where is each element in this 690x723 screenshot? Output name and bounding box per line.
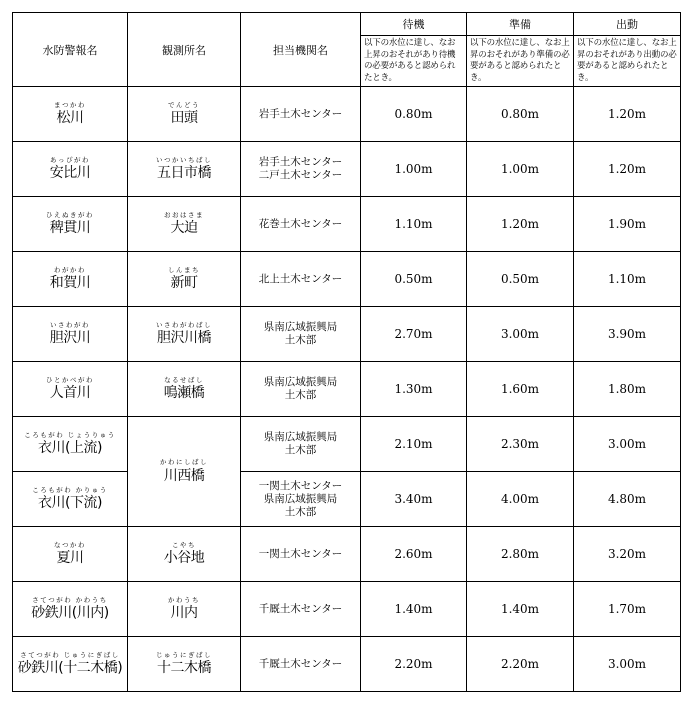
table-row	[13, 197, 681, 252]
prepare-level: 4.00m	[467, 472, 574, 527]
office-name	[241, 472, 361, 527]
station-name-text: 新町	[170, 275, 198, 292]
prepare-level: 1.20m	[467, 197, 574, 252]
office-line: 土木部	[284, 444, 317, 456]
standby-level: 1.00m	[361, 142, 467, 197]
prepare-level: 3.00m	[467, 307, 574, 362]
prepare-level: 0.50m	[467, 252, 574, 307]
station-name	[128, 637, 241, 692]
river-name-reading: ひえぬきがわ	[46, 210, 94, 219]
station-name-reading: いさわがわばし	[156, 320, 212, 329]
river-name-ruby	[18, 652, 122, 676]
dispatch-level: 1.80m	[574, 362, 681, 417]
office-line: 花巻土木センター	[258, 217, 343, 230]
table-row	[13, 527, 681, 582]
office-name	[241, 252, 361, 307]
station-name-reading: かわうち	[168, 595, 200, 604]
station-name-reading: しんまち	[168, 265, 200, 274]
river-name-reading: ころもがわ かりゅう	[32, 485, 108, 494]
office-line: 北上土木センター	[258, 272, 343, 285]
river-name-ruby	[50, 157, 91, 181]
river-name-text: 衣川(上流)	[38, 440, 102, 457]
standby-level: 3.40m	[361, 472, 467, 527]
standby-level: 1.10m	[361, 197, 467, 252]
office-name	[241, 582, 361, 637]
prepare-level: 1.60m	[467, 362, 574, 417]
office-name	[241, 527, 361, 582]
river-name	[13, 252, 128, 307]
river-name-ruby	[50, 267, 91, 291]
dispatch-level: 4.80m	[574, 472, 681, 527]
river-name	[13, 307, 128, 362]
station-name-ruby	[156, 322, 212, 346]
station-name-text: 川内	[170, 605, 198, 622]
office-line: 県南広域振興局	[263, 431, 338, 443]
station-name-text: 十二木橋	[157, 660, 211, 677]
river-name-text: 安比川	[49, 165, 91, 182]
station-name-reading: なるせばし	[164, 375, 204, 384]
prepare-level: 1.00m	[467, 142, 574, 197]
table-row	[13, 142, 681, 197]
header-standby: 待機	[361, 13, 467, 36]
river-name-reading: さてつがわ じゅうにぎばし	[20, 650, 120, 659]
prepare-level: 2.80m	[467, 527, 574, 582]
table-row	[13, 252, 681, 307]
river-name-text: 人首川	[49, 385, 91, 402]
standby-level: 2.10m	[361, 417, 467, 472]
standby-level: 2.70m	[361, 307, 467, 362]
river-name-reading: いさわがわ	[50, 320, 90, 329]
river-name-reading: まつかわ	[54, 100, 86, 109]
station-name-text: 小谷地	[163, 550, 205, 567]
river-name-reading: ひとかべがわ	[46, 375, 94, 384]
office-line: 岩手土木センター	[258, 107, 343, 120]
office-line: 一関土木センター	[258, 547, 343, 560]
prepare-level: 2.20m	[467, 637, 574, 692]
table-row	[13, 582, 681, 637]
dispatch-level: 1.20m	[574, 87, 681, 142]
station-name-reading: かわにしばし	[160, 458, 208, 467]
office-name	[241, 637, 361, 692]
station-name-ruby	[168, 597, 200, 621]
river-name-text: 砂鉄川(十二木橋)	[17, 660, 123, 677]
river-name-ruby	[32, 487, 108, 511]
river-name-ruby	[54, 102, 86, 126]
standby-level: 0.80m	[361, 87, 467, 142]
table-body	[13, 87, 681, 692]
station-name-ruby	[164, 212, 204, 236]
dispatch-level: 3.90m	[574, 307, 681, 362]
header-office: 担当機関名	[241, 13, 361, 87]
flood-warning-level-table	[12, 12, 681, 692]
station-name-ruby	[168, 267, 200, 291]
station-name-reading: いつかいちばし	[156, 155, 212, 164]
river-name	[13, 142, 128, 197]
office-line: 岩手土木センター	[258, 156, 343, 168]
station-name	[128, 307, 241, 362]
station-name	[128, 87, 241, 142]
station-name-ruby	[164, 542, 205, 566]
header-prepare-description: 以下の水位に達し、なお上昇のおそれがあり準備の必要があると認められたとき。	[467, 36, 574, 87]
header-dispatch: 出動	[574, 13, 681, 36]
station-name-text: 鳴瀬橋	[163, 385, 205, 402]
office-line: 一関土木センター	[258, 479, 343, 492]
header-station: 観測所名	[128, 13, 241, 87]
header-dispatch-description: 以下の水位に達し、なお上昇のおそれがあり出動の必要があると認められたとき。	[574, 36, 681, 87]
station-name	[128, 252, 241, 307]
river-name-ruby	[24, 432, 116, 456]
dispatch-level: 1.20m	[574, 142, 681, 197]
station-name-ruby	[168, 102, 200, 126]
river-name-ruby	[50, 322, 91, 346]
office-name	[241, 142, 361, 197]
office-name	[241, 307, 361, 362]
station-name-ruby	[164, 377, 205, 401]
dispatch-level: 3.00m	[574, 637, 681, 692]
standby-level: 0.50m	[361, 252, 467, 307]
river-name	[13, 637, 128, 692]
office-line: 千厩土木センター	[258, 602, 343, 615]
river-name-reading: さてつがわ かわうち	[32, 595, 108, 604]
office-name	[241, 87, 361, 142]
table-row	[13, 362, 681, 417]
river-name-reading: わがかわ	[54, 265, 86, 274]
office-line: 県南広域振興局	[263, 321, 338, 333]
station-name	[128, 362, 241, 417]
station-name	[128, 142, 241, 197]
river-name-text: 衣川(下流)	[38, 495, 102, 512]
standby-level: 2.60m	[361, 527, 467, 582]
river-name	[13, 87, 128, 142]
station-name	[128, 197, 241, 252]
river-name-text: 和賀川	[49, 275, 91, 292]
river-name-text: 稗貫川	[49, 220, 91, 237]
station-name	[128, 527, 241, 582]
river-name-reading: あっぴがわ	[50, 155, 90, 164]
prepare-level: 1.40m	[467, 582, 574, 637]
river-name-text: 砂鉄川(川内)	[31, 605, 109, 622]
river-name	[13, 527, 128, 582]
river-name-ruby	[54, 542, 86, 566]
office-name	[241, 197, 361, 252]
standby-level: 2.20m	[361, 637, 467, 692]
station-name-text: 川西橋	[163, 467, 205, 484]
dispatch-level: 3.00m	[574, 417, 681, 472]
dispatch-level: 3.20m	[574, 527, 681, 582]
station-name-text: 五日市橋	[157, 165, 211, 182]
station-name-text: 田頭	[170, 110, 198, 127]
table-row	[13, 637, 681, 692]
river-name-reading: なつかわ	[54, 540, 86, 549]
river-name-text: 松川	[56, 110, 84, 127]
office-line: 土木部	[284, 389, 317, 401]
office-line: 千厩土木センター	[258, 657, 343, 670]
river-name	[13, 417, 128, 472]
river-name-ruby	[31, 597, 108, 621]
river-name	[13, 472, 128, 527]
river-name	[13, 362, 128, 417]
station-name-reading: でんどう	[168, 100, 200, 109]
office-line: 土木部	[284, 505, 317, 518]
office-line: 土木部	[284, 334, 317, 346]
river-name	[13, 582, 128, 637]
prepare-level: 2.30m	[467, 417, 574, 472]
station-name-text: 大迫	[170, 220, 198, 237]
river-name	[13, 197, 128, 252]
station-name	[128, 582, 241, 637]
table-row	[13, 417, 681, 472]
station-name-reading: こやち	[172, 540, 196, 549]
header-prepare: 準備	[467, 13, 574, 36]
office-line: 県南広域振興局	[263, 492, 338, 505]
standby-level: 1.30m	[361, 362, 467, 417]
dispatch-level: 1.10m	[574, 252, 681, 307]
office-name	[241, 362, 361, 417]
station-name-reading: じゅうにぎばし	[156, 650, 212, 659]
river-name-text: 夏川	[56, 550, 84, 567]
table-row	[13, 307, 681, 362]
header-river: 水防警報名	[13, 13, 128, 87]
station-name-text: 胆沢川橋	[157, 330, 211, 347]
river-name-text: 胆沢川	[49, 330, 91, 347]
standby-level: 1.40m	[361, 582, 467, 637]
river-name-ruby	[46, 212, 94, 236]
table-row	[13, 472, 681, 527]
station-name	[128, 417, 241, 527]
prepare-level: 0.80m	[467, 87, 574, 142]
dispatch-level: 1.70m	[574, 582, 681, 637]
river-name-reading: ころもがわ じょうりゅう	[24, 430, 116, 439]
office-line: 二戸土木センター	[258, 169, 343, 181]
table-row	[13, 87, 681, 142]
office-line: 県南広域振興局	[263, 376, 338, 388]
header-standby-description: 以下の水位に達し、なお上昇のおそれがあり待機の必要があると認められたとき。	[361, 36, 467, 87]
station-name-ruby	[156, 652, 212, 676]
station-name-reading: おおはさま	[164, 210, 204, 219]
office-name	[241, 417, 361, 472]
station-name-ruby	[160, 459, 208, 483]
station-name-ruby	[156, 157, 212, 181]
dispatch-level: 1.90m	[574, 197, 681, 252]
river-name-ruby	[46, 377, 94, 401]
